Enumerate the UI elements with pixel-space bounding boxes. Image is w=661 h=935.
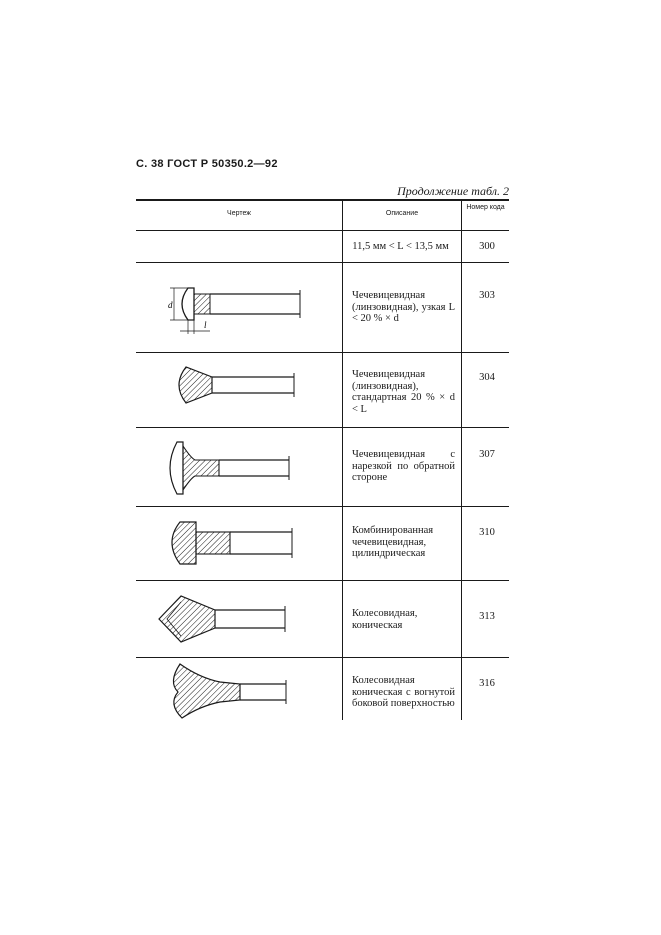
row-303-description: Чечевицевидная (линзовидная), узкая L < 20 % × d [352,290,455,324]
row-300-description: 11,5 мм < L < 13,5 мм [352,241,449,252]
row-rule [136,262,509,263]
row-rule [136,657,509,658]
table-header-rule [136,230,509,231]
page-header: С. 38 ГОСТ Р 50350.2—92 [136,158,278,170]
column-header-drawing: Чертеж [227,210,251,217]
row-300-code: 300 [479,241,495,252]
row-313-code: 313 [479,611,495,622]
row-316-code: 316 [479,678,495,689]
row-rule [136,580,509,581]
column-header-description: Описание [385,210,419,217]
row-313-description: Колесовидная, коническая [352,608,418,631]
dimension-d-label: d [168,300,173,310]
column-divider-2 [461,200,462,720]
row-304-code: 304 [479,372,495,383]
underside-serrated-lens-head-icon [165,438,295,498]
row-307-code: 307 [479,449,495,460]
column-divider-1 [342,200,343,720]
wheel-conical-head-icon [155,594,295,644]
narrow-lens-head-rivet-icon [160,278,310,338]
table-top-rule [136,199,509,201]
row-rule [136,506,509,507]
row-303-code: 303 [479,290,495,301]
dimension-l-label: l [204,320,207,330]
row-307-description: Чечевицевидная с нарезкой по обратной стороне [352,449,455,483]
column-header-code: Номер кода [466,204,505,211]
row-310-description: Комбинированная чечевицевидная, цилиндрическая [352,525,434,559]
combined-lens-cylinder-head-icon [160,518,300,568]
row-316-description: Колесовидная коническая с вогнутой боковой поверхностью [352,675,455,709]
row-304-description: Чечевицевидная (линзовидная), стандартная 20 % × d < L [352,369,455,415]
standard-lens-head-rivet-icon [172,365,302,405]
table-continuation-label: Продолжение табл. 2 [397,184,509,198]
row-310-code: 310 [479,527,495,538]
row-rule [136,352,509,353]
wheel-conical-concave-head-icon [160,662,295,722]
row-rule [136,427,509,428]
